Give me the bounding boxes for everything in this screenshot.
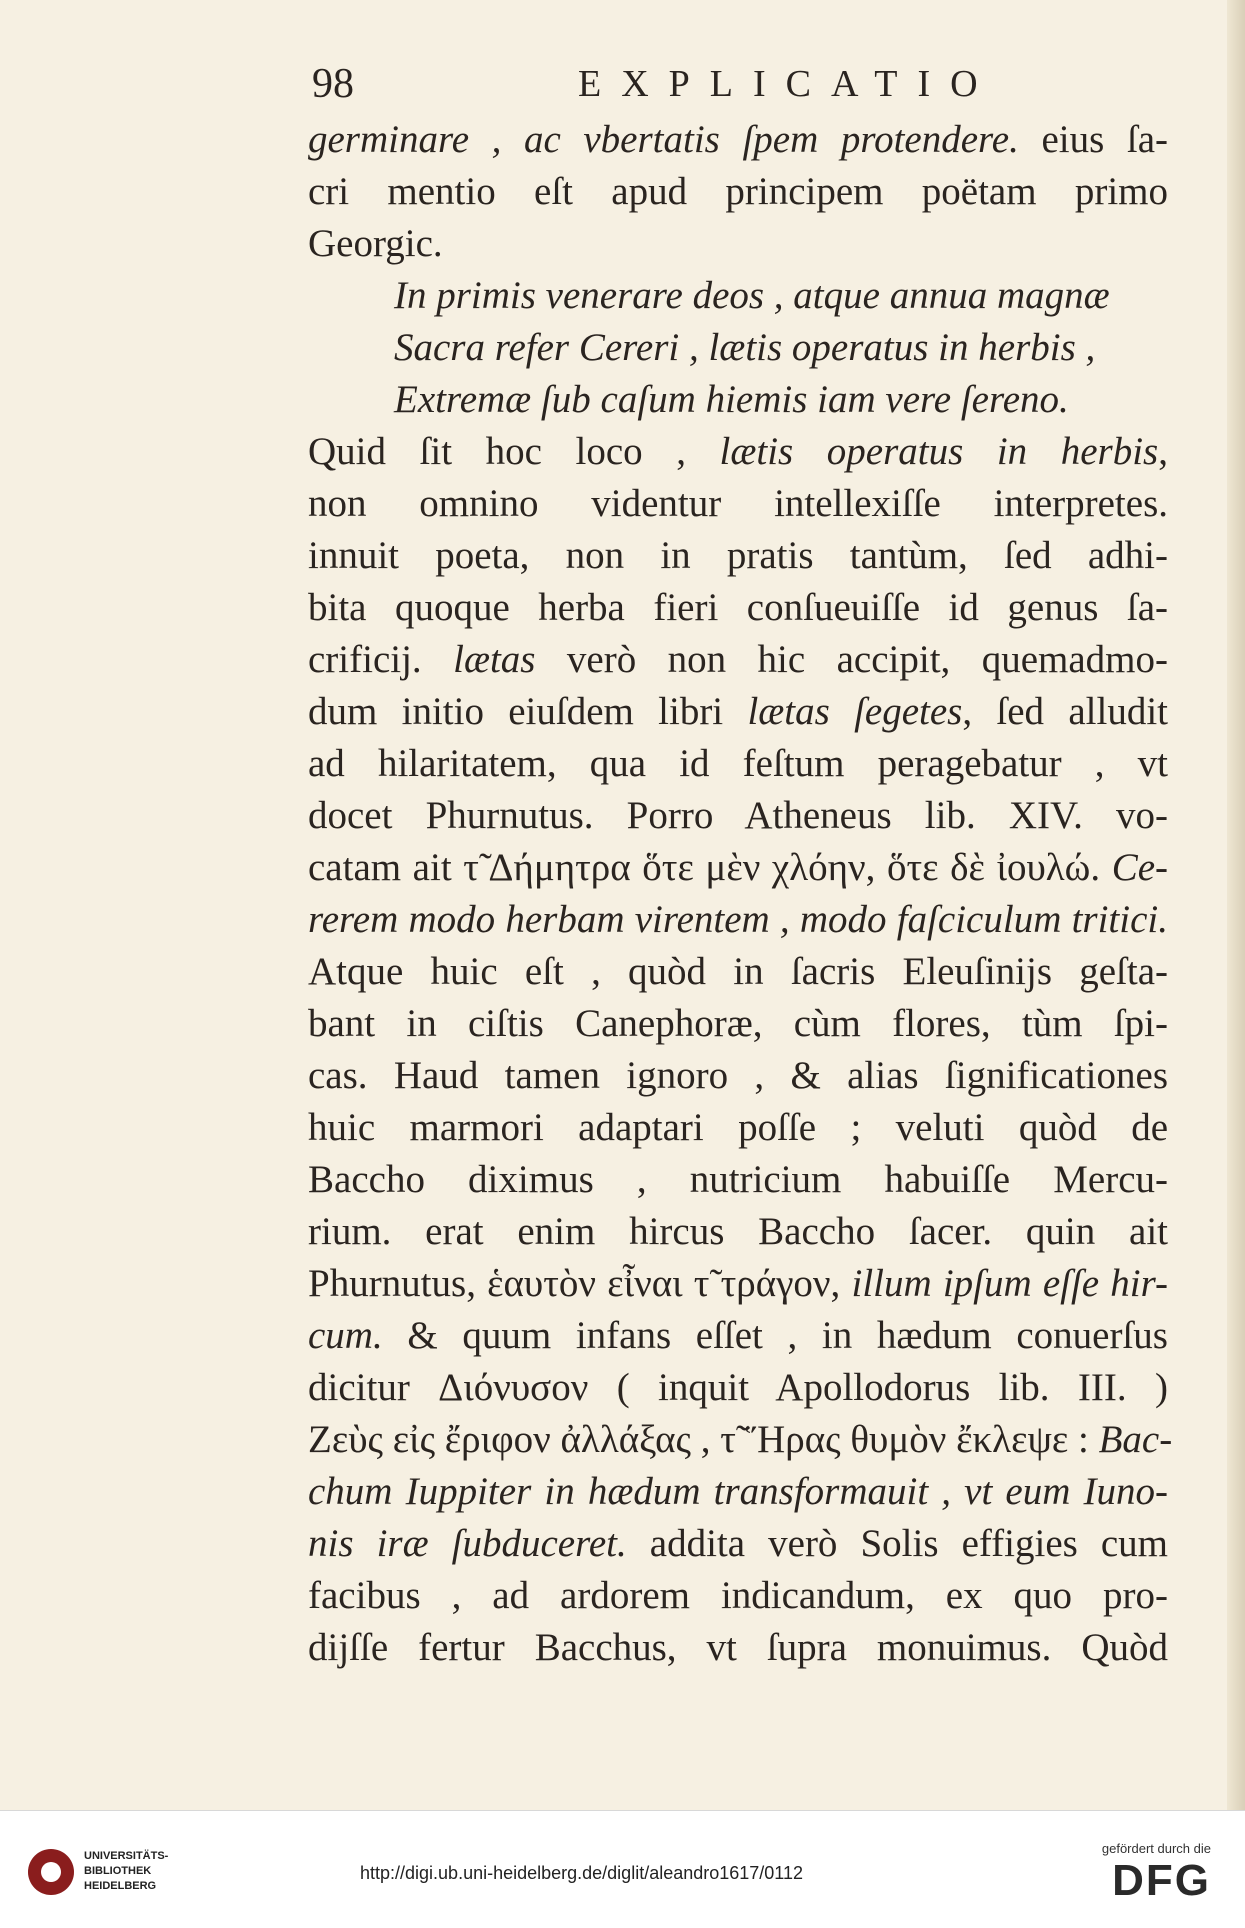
italic-segment: chum Iuppiter in hædum transformauit , vt eum Iuno-	[308, 1470, 1168, 1513]
text-line	[308, 998, 1168, 1050]
verse-line	[308, 322, 1168, 374]
text-segment: crificij.	[308, 638, 454, 681]
italic-segment: Ce-	[1111, 846, 1168, 889]
running-head	[308, 60, 1168, 114]
text-line	[308, 842, 1168, 894]
text-segment: addita verò Solis effigies cum	[626, 1522, 1169, 1565]
italic-segment: lætas	[453, 638, 536, 681]
permalink-url[interactable]: http://digi.ub.uni-heidelberg.de/diglit/aleandro1617/0112	[360, 1863, 804, 1883]
page-number: 98	[312, 61, 354, 107]
text-segment: , ſed alludit	[962, 690, 1168, 733]
university-library-logo[interactable]	[28, 1847, 188, 1903]
text-segment: eius ſa-	[1018, 118, 1168, 161]
text-segment: dicitur Διόνυσον ( inquit Apollodorus lib. III. )	[308, 1366, 1168, 1409]
text-segment: & quum infans eſſet , in hædum conuerſus	[382, 1314, 1168, 1357]
text-segment: Phurnutus, ἑαυτὸν εἶναι τ̃ τράγον,	[308, 1262, 852, 1305]
text-line	[308, 114, 1168, 166]
library-name	[84, 1849, 168, 1894]
verse-line	[308, 374, 1168, 426]
italic-segment: illum ipſum eſſe hir-	[851, 1262, 1168, 1305]
text-segment: cas. Haud tamen ignoro , & alias ſignificationes	[308, 1054, 1168, 1097]
dfg-logo: DFG	[1112, 1856, 1211, 1905]
text-segment: innuit poeta, non in pratis tantùm, ſed adhi-	[308, 534, 1168, 577]
text-segment: cri mentio eſt apud principem poëtam primo	[308, 170, 1168, 213]
text-segment: Quid ſit hoc loco ,	[308, 430, 720, 473]
italic-segment: Extremæ ſub caſum hiemis iam vere ſereno.	[394, 378, 1069, 421]
sponsor-text: gefördert durch die	[1101, 1841, 1211, 1856]
italic-segment: nis iræ ſubduceret.	[308, 1522, 627, 1565]
text-line	[308, 1258, 1168, 1310]
italic-segment: lætis operatus in herbis	[719, 430, 1159, 473]
footer-bar	[0, 1810, 1245, 1928]
text-line	[308, 1050, 1168, 1102]
text-line	[308, 1622, 1168, 1674]
text-line	[308, 530, 1168, 582]
text-segment: dum initio eiuſdem libri	[308, 690, 748, 733]
text-line	[308, 166, 1168, 218]
text-segment: bant in ciſtis Canephoræ, cùm flores, tùm ſpi-	[308, 1002, 1168, 1045]
italic-segment: Sacra refer Cereri , lætis operatus in herbis ,	[394, 326, 1096, 369]
running-head-title: EXPLICATIO	[578, 63, 998, 105]
text-segment: ad hilaritatem, qua id feſtum peragebatur , vt	[308, 742, 1168, 785]
text-line	[308, 218, 1168, 270]
text-segment: rium. erat enim hircus Baccho ſacer. quin ait	[308, 1210, 1168, 1253]
text-line	[308, 426, 1168, 478]
text-line	[308, 478, 1168, 530]
sponsor[interactable]	[1031, 1841, 1211, 1906]
text-line	[308, 1362, 1168, 1414]
text-line	[308, 790, 1168, 842]
text-line	[308, 1414, 1173, 1466]
text-segment: catam ait τ̃ Δήμητρα ὅτε μὲν χλόην, ὅτε δὲ ἰουλώ.	[308, 846, 1112, 889]
text-segment: verò non hic accipit, quemadmo-	[535, 638, 1168, 681]
text-line	[308, 1466, 1168, 1518]
text-line	[308, 686, 1168, 738]
body-text	[308, 114, 1173, 1674]
italic-segment: rerem modo herbam virentem , modo faſciculum tritici.	[308, 898, 1168, 941]
text-segment: dijſſe fertur Bacchus, vt ſupra monuimus. Quòd	[308, 1626, 1168, 1669]
text-segment: Ζεὺς εἰς ἔριφον ἀλλάξας , τ̃ Ἥρας θυμὸν ἔκλεψε :	[308, 1418, 1099, 1461]
text-line	[308, 946, 1168, 998]
library-name-line: UNIVERSITÄTS-	[84, 1850, 169, 1862]
text-block	[308, 60, 1173, 1674]
text-line	[308, 894, 1168, 946]
text-segment: Baccho diximus , nutricium habuiſſe Mercu-	[308, 1158, 1168, 1201]
text-segment: bita quoque herba fieri conſueuiſſe id genus ſa-	[308, 586, 1168, 629]
text-line	[308, 1154, 1168, 1206]
text-line	[308, 1570, 1168, 1622]
ub-seal-icon	[28, 1849, 74, 1895]
italic-segment: Bac-	[1098, 1418, 1173, 1461]
text-line	[308, 634, 1168, 686]
text-line	[308, 1310, 1168, 1362]
text-line	[308, 582, 1168, 634]
verse-line	[308, 270, 1168, 322]
text-segment: Atque huic eſt , quòd in ſacris Eleuſinijs geſta-	[308, 950, 1168, 993]
text-line	[308, 738, 1168, 790]
italic-segment: lætas ſegetes	[747, 690, 963, 733]
text-segment: non omnino videntur intellexiſſe interpretes.	[308, 482, 1168, 525]
italic-segment: cum.	[308, 1314, 383, 1357]
text-segment: huic marmori adaptari poſſe ; veluti quòd de	[308, 1106, 1168, 1149]
italic-segment: In primis venerare deos , atque annua magnæ	[394, 274, 1110, 317]
text-segment: Georgic.	[308, 222, 443, 265]
italic-segment: germinare , ac vbertatis ſpem protendere.	[308, 118, 1019, 161]
library-name-line: BIBLIOTHEK	[84, 1865, 152, 1877]
text-line	[308, 1102, 1168, 1154]
text-segment: docet Phurnutus. Porro Atheneus lib. XIV. vo-	[308, 794, 1168, 837]
library-name-line: HEIDELBERG	[84, 1880, 157, 1892]
text-segment: ,	[1158, 430, 1168, 473]
text-line	[308, 1206, 1168, 1258]
text-segment: facibus , ad ardorem indicandum, ex quo pro-	[308, 1574, 1168, 1617]
text-line	[308, 1518, 1168, 1570]
page-edge-shadow	[1227, 0, 1245, 1810]
